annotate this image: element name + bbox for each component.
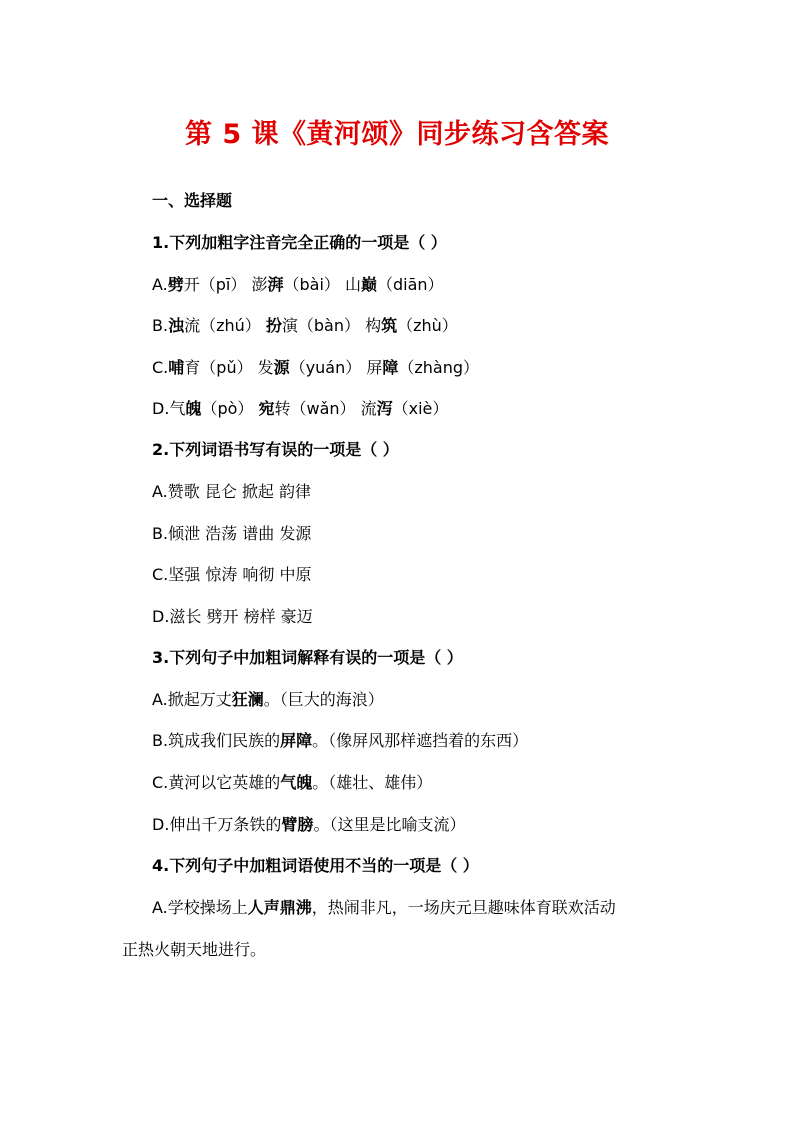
question-2-stem: 2.下列词语书写有误的一项是（ ）: [152, 440, 399, 459]
question-3-option-c: C.黄河以它英雄的气魄。（雄壮、雄伟）: [152, 773, 433, 792]
question-4-option-a-line-1: A.学校操场上人声鼎沸，热闹非凡，一场庆元旦趣味体育联欢活动: [152, 898, 616, 917]
question-2-option-c: C.坚强 惊涛 响彻 中原: [152, 565, 312, 584]
question-1-option-b: B.浊流（zhú） 扮演（bàn） 构筑（zhù）: [152, 316, 458, 335]
question-1-option-c: C.哺育（pǔ） 发源（yuán） 屏障（zhàng）: [152, 358, 480, 377]
question-3-option-a: A.掀起万丈狂澜。（巨大的海浪）: [152, 690, 384, 709]
question-3-stem: 3.下列句子中加粗词解释有误的一项是（ ）: [152, 648, 463, 667]
section-heading: 一、选择题: [152, 191, 233, 210]
question-2-option-a: A.赞歌 昆仑 掀起 韵律: [152, 482, 312, 501]
question-3-option-d: D.伸出千万条铁的臂膀。（这里是比喻支流）: [152, 815, 466, 834]
page-title: 第 5 课《黄河颂》同步练习含答案: [184, 119, 610, 150]
question-2-option-d: D.滋长 劈开 榜样 豪迈: [152, 607, 313, 626]
question-4-option-a-line-2: 正热火朝天地进行。: [122, 940, 267, 959]
question-1-stem: 1.下列加粗字注音完全正确的一项是（ ）: [152, 233, 447, 252]
question-1-option-d: D.气魄（pò） 宛转（wǎn） 流泻（xiè）: [152, 399, 449, 418]
question-2-option-b: B.倾泄 浩荡 谱曲 发源: [152, 524, 312, 543]
question-1-option-a: A.劈开（pī） 澎湃（bài） 山巅（diān）: [152, 275, 444, 294]
question-4-stem: 4.下列句子中加粗词语使用不当的一项是（ ）: [152, 856, 479, 875]
question-3-option-b: B.筑成我们民族的屏障。（像屏风那样遮挡着的东西）: [152, 731, 529, 750]
